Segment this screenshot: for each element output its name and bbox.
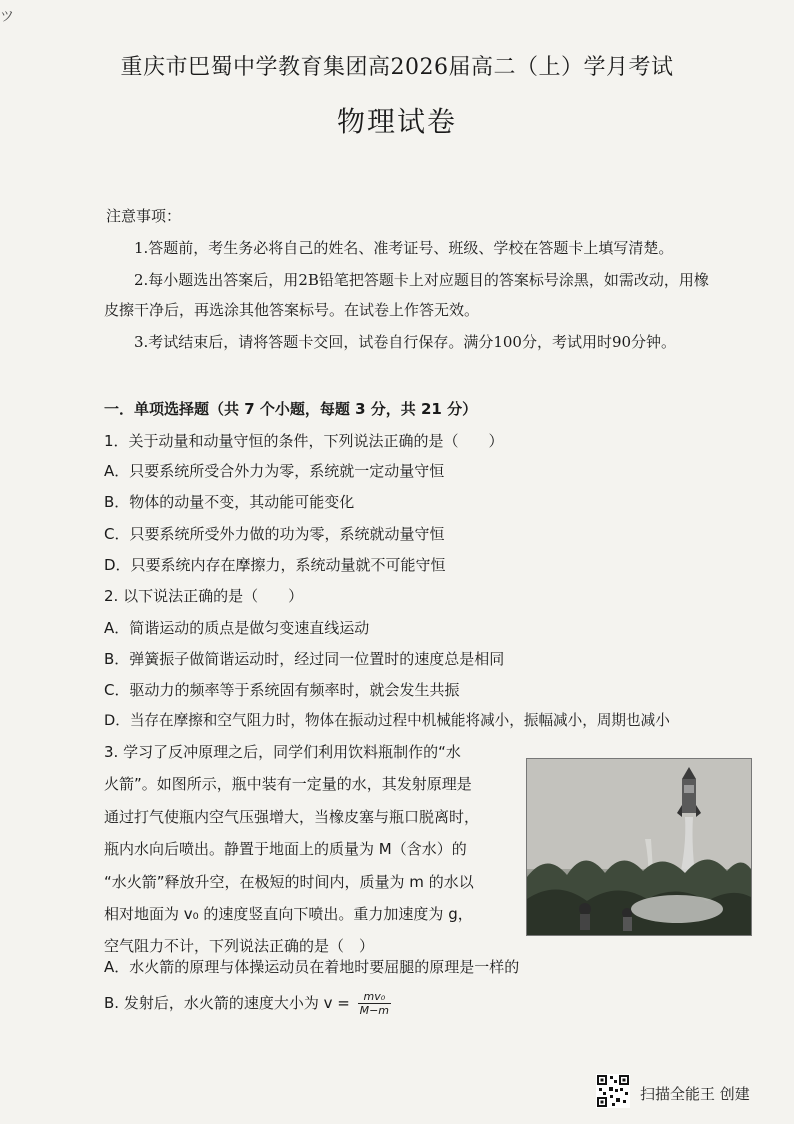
q1-stem: 1．关于动量和动量守恒的条件，下列说法正确的是（ ）	[104, 432, 504, 450]
q3-line-1: 3. 学习了反冲原理之后，同学们利用饮料瓶制作的“水	[104, 743, 461, 761]
q3-line-6: 相对地面为 v₀ 的速度竖直向下喷出。重力加速度为 g，	[104, 905, 473, 924]
note-item-2-line-2: 皮擦干净后，再选涂其他答案标号。在试卷上作答无效。	[104, 301, 480, 319]
water-rocket-photo	[526, 758, 752, 936]
note-item-1: 1.答题前，考生务必将自己的姓名、准考证号、班级、学校在答题卡上填写清楚。	[134, 239, 674, 257]
note-item-3: 3.考试结束后，请将答题卡交回，试卷自行保存。满分100分，考试用时90分钟。	[134, 333, 677, 351]
q3-line-4: 瓶内水向后喷出。静置于地面上的质量为 M（含水）的	[104, 840, 467, 859]
qr-code-icon	[596, 1074, 630, 1108]
q2-option-a: A．简谐运动的质点是做匀变速直线运动	[104, 619, 370, 637]
exam-subtitle: 物理试卷	[336, 105, 457, 138]
q2-stem: 2. 以下说法正确的是（ ）	[104, 587, 304, 605]
q3-option-b	[104, 990, 391, 1017]
fraction-denominator: M−m	[359, 1004, 390, 1017]
fraction-numerator: mv₀	[358, 990, 391, 1004]
q3-option-b-text: B. 发射后，水火箭的速度大小为 v =	[104, 994, 350, 1012]
q2-option-c: C．驱动力的频率等于系统固有频率时，就会发生共振	[104, 681, 460, 699]
note-item-2-line-1: 2.每小题选出答案后，用2B铅笔把答题卡上对应题目的答案标号涂黑，如需改动，用橡	[134, 271, 709, 289]
corner-mark: ツ	[0, 9, 14, 25]
q3-stem	[104, 736, 519, 963]
q2-option-b: B．弹簧振子做简谐运动时，经过同一位置时的速度总是相同	[104, 650, 505, 668]
section-heading: 一．单项选择题（共 7 个小题，每题 3 分，共 21 分）	[104, 400, 478, 418]
q3-line-3: 通过打气使瓶内空气压强增大，当橡皮塞与瓶口脱离时，	[104, 807, 480, 826]
q2-option-d: D．当存在摩擦和空气阻力时，物体在振动过程中机械能将减小，振幅减小，周期也减小	[104, 712, 670, 729]
q1-option-d: D．只要系统内存在摩擦力，系统动量就不可能守恒	[104, 556, 446, 574]
exam-title: 重庆市巴蜀中学教育集团高2026届高二（上）学月考试	[120, 55, 674, 80]
velocity-fraction	[358, 990, 391, 1017]
q3-line-5: “水火箭”释放升空，在极短的时间内，质量为 m 的水以	[104, 872, 474, 891]
water-rocket-illustration	[527, 759, 751, 935]
q3-line-2: 火箭”。如图所示，瓶中装有一定量的水，其发射原理是	[104, 775, 472, 794]
q1-option-a: A．只要系统所受合外力为零，系统就一定动量守恒	[104, 462, 445, 480]
scanner-brand: 扫描全能王 创建	[640, 1085, 750, 1103]
q3-option-a: A．水火箭的原理与体操运动员在着地时要屈腿的原理是一样的	[104, 958, 520, 976]
notes-heading: 注意事项：	[106, 207, 182, 225]
q3-line-7: 空气阻力不计，下列说法正确的是（ ）	[104, 937, 375, 956]
q1-option-b: B．物体的动量不变，其动能可能变化	[104, 493, 355, 511]
q1-option-c: C．只要系统所受外力做的功为零，系统就动量守恒	[104, 525, 445, 543]
